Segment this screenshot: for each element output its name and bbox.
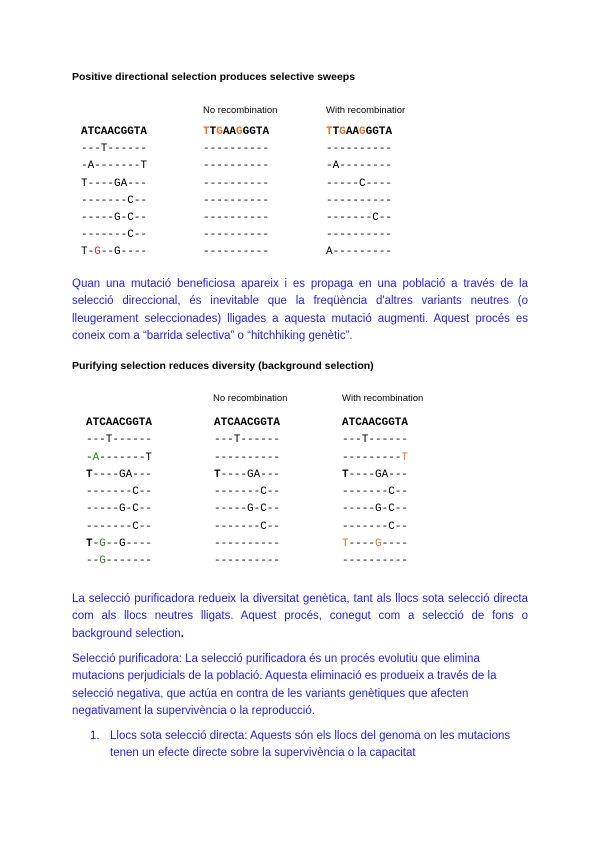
sequence-row [81, 244, 147, 261]
s2-alignment-no-recombination [214, 415, 280, 571]
sequence-segment: ---------- [326, 194, 393, 207]
s1-paragraph: Quan una mutació beneficiosa apareix i es propaga en una població a través de la selecció direccional, és inevitable que la freqüència d'altres variants neutres (o lleugerament seleccionades) lligades a aquesta mutació augmenti. Aquest procés es coneix com a “barrida selectiva” o “hitchhiking genètic”. [72, 278, 528, 343]
sequence-row [203, 141, 269, 158]
sequence-segment: T [209, 126, 217, 138]
sequence-segment: G [94, 246, 101, 259]
sequence-row [203, 176, 269, 193]
sequence-row [86, 553, 152, 570]
sequence-segment: G [359, 126, 366, 138]
sequence-segment: ---------- [326, 143, 393, 156]
sequence-row [203, 244, 269, 261]
sequence-segment: ---------- [214, 555, 281, 568]
sequence-segment: -------C-- [214, 486, 281, 499]
sequence-segment: -------C-- [86, 486, 153, 499]
sequence-segment: -------C-- [214, 520, 281, 533]
sequence-segment: ATCAACGGTA [86, 417, 153, 429]
reference-sequence [203, 124, 269, 141]
list-item-number: 1. [90, 730, 100, 742]
sequence-row [342, 432, 408, 449]
sequence-segment: -------C-- [81, 194, 148, 207]
sequence-row [326, 193, 392, 210]
sequence-row [86, 519, 152, 536]
sequence-segment: A [92, 451, 100, 464]
sequence-segment: G [236, 126, 243, 138]
sequence-row [214, 484, 280, 501]
reference-sequence [81, 124, 147, 141]
sequence-segment: ---------- [203, 143, 270, 156]
sequence-row [81, 176, 147, 193]
sequence-segment: ---T------ [214, 434, 281, 447]
sequence-segment: -A-------- [326, 160, 393, 173]
sequence-row [81, 141, 147, 158]
s2-col-no-recombination: No recombination [213, 393, 288, 404]
sequence-segment: T [332, 126, 340, 138]
sequence-segment: -------C-- [86, 520, 153, 533]
s2-alignment-with-recombination [342, 415, 408, 571]
sequence-segment: T [86, 538, 93, 551]
sequence-segment: -----G-C-- [342, 503, 409, 516]
list-item-text: Llocs sota selecció directa: Aquests són els llocs del genoma on les mutacions tenen un efecte directe sobre la supervivència o la capacitat [110, 730, 511, 760]
sequence-row [342, 536, 408, 553]
sequence-segment: -------T [99, 451, 153, 464]
sequence-segment: T [342, 468, 349, 481]
sequence-segment: -------C-- [342, 486, 409, 499]
s1-alignment-original [81, 124, 147, 262]
sequence-segment: ---------- [203, 194, 270, 207]
sequence-row [81, 227, 147, 244]
sequence-segment: ---------- [214, 451, 281, 464]
s1-alignment-no-recombination [203, 124, 269, 262]
sequence-segment: GGTA [365, 126, 393, 138]
sequence-segment: ---- [381, 538, 409, 551]
sequence-segment: -----C---- [326, 177, 393, 190]
sequence-segment: ATCAACGGTA [81, 126, 148, 138]
s2-paragraph-text: La selecció purificadora redueix la diversitat genètica, tant als llocs sota selecció directa com als llocs neutres lligats. Aquest procés, conegut com a selecció de fons o background selection [72, 593, 528, 640]
sequence-row [86, 484, 152, 501]
sequence-segment: ----GA--- [220, 468, 281, 481]
sequence-segment: -- [86, 555, 100, 568]
sequence-segment: G [339, 126, 346, 138]
sequence-segment: ---- [348, 538, 376, 551]
s1-alignment-with-recombination [326, 124, 392, 262]
sequence-row [326, 210, 392, 227]
sequence-row [86, 432, 152, 449]
s2-paragraph [72, 591, 528, 643]
sequence-segment: G [99, 555, 106, 568]
sequence-row [326, 227, 392, 244]
reference-sequence [86, 415, 152, 432]
section1-heading: Positive directional selection produces selective sweeps [72, 71, 356, 83]
sequence-segment: ---------- [326, 229, 393, 242]
sequence-row [214, 450, 280, 467]
sequence-segment: GGTA [242, 126, 270, 138]
sequence-segment: AA [222, 126, 237, 138]
sequence-segment: ---------- [342, 555, 409, 568]
sequence-segment: -------C-- [81, 229, 148, 242]
s2-col-with-recombination: With recombination [342, 393, 424, 404]
sequence-segment: --------- [342, 451, 402, 464]
sequence-segment: ---------- [203, 229, 270, 242]
sequence-segment: ---------- [203, 246, 270, 259]
sequence-row [214, 536, 280, 553]
sequence-segment: ---T------ [342, 434, 409, 447]
sequence-segment: ---------- [214, 538, 281, 551]
sequence-row [203, 227, 269, 244]
sequence-segment: T [214, 468, 221, 481]
reference-sequence [342, 415, 408, 432]
sequence-segment: ------- [105, 555, 153, 568]
sequence-row [342, 450, 408, 467]
sequence-segment: G [99, 538, 106, 551]
sequence-row [86, 501, 152, 518]
sequence-row [214, 432, 280, 449]
sequence-segment: ---T------ [81, 143, 148, 156]
sequence-row [81, 193, 147, 210]
s3-list-item [90, 728, 530, 763]
sequence-row [214, 501, 280, 518]
sequence-row [214, 467, 280, 484]
sequence-segment: -----G-C-- [81, 211, 148, 224]
sequence-row [203, 210, 269, 227]
sequence-segment: ---T------ [86, 434, 153, 447]
sequence-segment: -----G-C-- [86, 503, 153, 516]
sequence-segment: ATCAACGGTA [214, 417, 281, 429]
sequence-segment: G [216, 126, 223, 138]
sequence-segment: T [342, 538, 349, 551]
reference-sequence [214, 415, 280, 432]
s1-col-no-recombination: No recombination [203, 105, 278, 116]
sequence-segment: T [86, 468, 93, 481]
s1-col-with-recombination: With recombinatior [326, 105, 406, 116]
section2-heading: Purifying selection reduces diversity (background selection) [72, 360, 374, 372]
sequence-segment: T- [81, 246, 95, 259]
reference-sequence [326, 124, 392, 141]
sequence-row [214, 519, 280, 536]
sequence-row [203, 158, 269, 175]
sequence-segment: --G---- [105, 538, 153, 551]
sequence-segment: ---------- [203, 211, 270, 224]
sequence-segment: ---------- [203, 160, 270, 173]
sequence-segment: ----GA--- [92, 468, 153, 481]
sequence-segment: -A-------T [81, 160, 148, 173]
sequence-row [342, 553, 408, 570]
sequence-row [342, 519, 408, 536]
sequence-segment: ---------- [203, 177, 270, 190]
sequence-segment: - [86, 451, 93, 464]
sequence-row [342, 501, 408, 518]
sequence-row [342, 467, 408, 484]
sequence-segment: T [203, 126, 210, 138]
sequence-row [342, 484, 408, 501]
sequence-row [203, 193, 269, 210]
sequence-segment: T----GA--- [81, 177, 148, 190]
s2-alignment-original [86, 415, 152, 571]
sequence-row [86, 536, 152, 553]
s3-paragraph: Selecció purificadora: La selecció purificadora és un procés evolutiu que elimina mutacions perjudicials de la població. Aquesta eliminació es produeix a través de la selecció negativa, que actúa en contra de les variants genètiques que afecten negativament la supervivència o la reproducció. [72, 653, 497, 718]
sequence-row [326, 158, 392, 175]
sequence-row [326, 176, 392, 193]
s2-paragraph-end: . [180, 627, 184, 640]
sequence-segment: AA [345, 126, 360, 138]
sequence-row [81, 158, 147, 175]
sequence-segment: A--------- [326, 246, 393, 259]
sequence-segment: ATCAACGGTA [342, 417, 409, 429]
sequence-segment: -----G-C-- [214, 503, 281, 516]
sequence-segment: -------C-- [342, 520, 409, 533]
sequence-row [86, 450, 152, 467]
sequence-row [326, 244, 392, 261]
sequence-segment: -------C-- [326, 211, 393, 224]
sequence-row [326, 141, 392, 158]
sequence-row [81, 210, 147, 227]
sequence-segment: - [92, 538, 100, 551]
sequence-segment: --G---- [100, 246, 148, 259]
sequence-row [214, 553, 280, 570]
sequence-segment: T [401, 451, 409, 464]
sequence-segment: T [326, 126, 333, 138]
sequence-segment: ----GA--- [348, 468, 409, 481]
sequence-segment: G [375, 538, 382, 551]
sequence-row [86, 467, 152, 484]
